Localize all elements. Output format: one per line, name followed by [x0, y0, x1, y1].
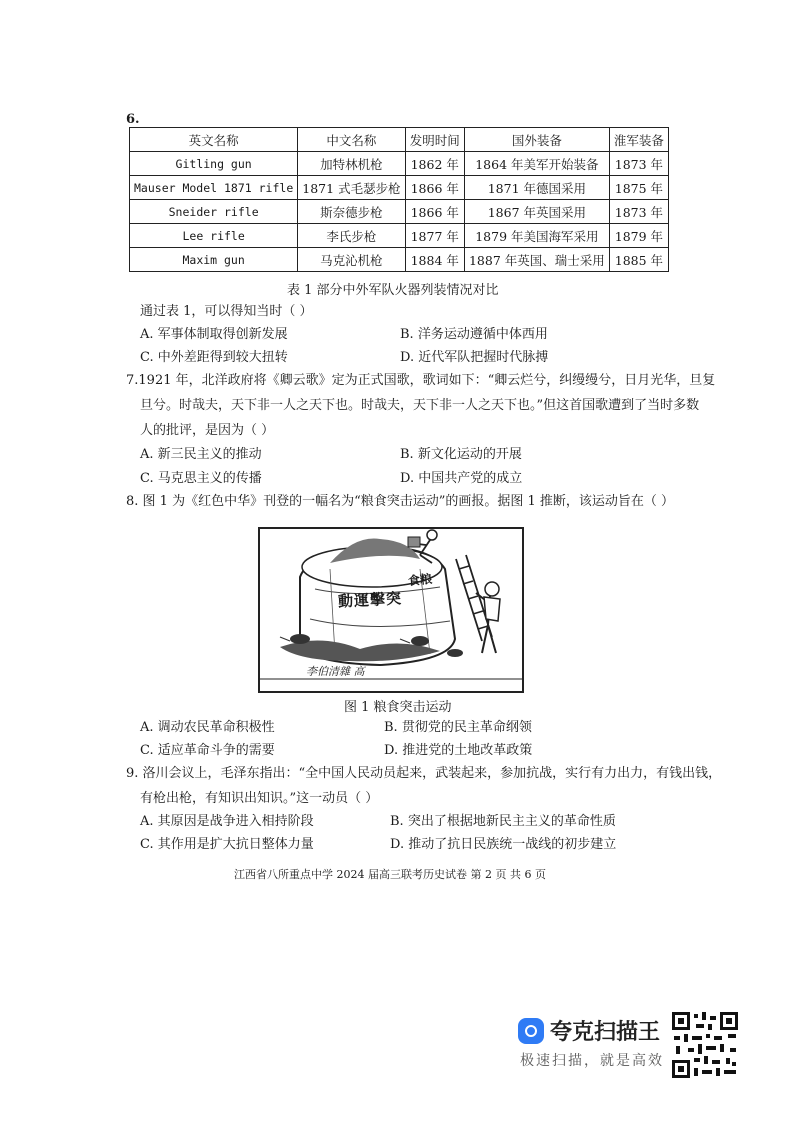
question-8-option-b[interactable]: B. 贯彻党的民主革命纲领 [384, 720, 532, 735]
question-7-option-d[interactable]: D. 中国共产党的成立 [400, 471, 523, 486]
table-row [130, 248, 669, 272]
question-8-option-c[interactable]: C. 适应革命斗争的需要 [140, 743, 275, 758]
table-row [130, 200, 669, 224]
question-9-line-2: 有枪出枪，有知识出知识。”这一动员（ ） [140, 791, 379, 806]
table-cell: 李氏步枪 [298, 224, 405, 248]
table-caption: 表 1 部分中外军队火器列装情况对比 [287, 283, 499, 298]
header-invention-time: 发明时间 [405, 128, 464, 152]
question-9-option-b[interactable]: B. 突出了根据地新民主主义的革命性质 [390, 814, 616, 829]
scanner-slogan: 极速扫描，就是高效 [520, 1053, 664, 1069]
illustration-signature: 李伯清雜 高 [306, 665, 365, 678]
question-8-stem: 8. 图 1 为《红色中华》刊登的一幅名为“粮食突击运动”的画报。据图 1 推断，该运动旨在（ ） [126, 494, 675, 509]
question-6-option-d[interactable]: D. 近代军队把握时代脉搏 [400, 350, 549, 365]
figure-caption: 图 1 粮食突击运动 [344, 700, 452, 715]
table-cell: 1873 年 [609, 152, 668, 176]
scanner-name: 夸克扫描王 [550, 1020, 661, 1045]
question-6-option-a[interactable]: A. 军事体制取得创新发展 [140, 327, 288, 342]
table-row [130, 152, 669, 176]
question-7-line-2: 旦兮。时哉夫，天下非一人之天下也。时哉夫，天下非一人之天下也。”但这首国歌遭到了当时多数 [140, 398, 700, 413]
table-cell: Lee rifle [130, 224, 298, 248]
table-cell: 斯奈德步枪 [298, 200, 405, 224]
table-cell: 1884 年 [405, 248, 464, 272]
header-huai-army-equipment: 淮军装备 [609, 128, 668, 152]
table-cell: 1877 年 [405, 224, 464, 248]
table-cell: Maxim gun [130, 248, 298, 272]
table-cell: Sneider rifle [130, 200, 298, 224]
table-cell: 1873 年 [609, 200, 668, 224]
question-6-option-c[interactable]: C. 中外差距得到较大扭转 [140, 350, 288, 365]
table-row [130, 176, 669, 200]
table-cell: 1885 年 [609, 248, 668, 272]
table-header-row [130, 128, 669, 152]
table-cell: 加特林机枪 [298, 152, 405, 176]
table-cell: 1887 年英国、瑞士采用 [464, 248, 609, 272]
table-cell: 1864 年美军开始装备 [464, 152, 609, 176]
header-english-name: 英文名称 [130, 128, 298, 152]
illustration-drawing [260, 529, 522, 691]
table-cell: 1879 年美国海军采用 [464, 224, 609, 248]
table-cell: 1862 年 [405, 152, 464, 176]
table-cell: 1867 年英国采用 [464, 200, 609, 224]
question-9-line-1: 9. 洛川会议上，毛泽东指出：“全中国人民动员起来，武装起来，参加抗战，实行有力出力，有钱出钱， [126, 766, 722, 781]
table-cell: 1871 式毛瑟步枪 [298, 176, 405, 200]
table-cell: 1875 年 [609, 176, 668, 200]
question-8-option-d[interactable]: D. 推进党的土地改革政策 [384, 743, 533, 758]
question-7-line-1: 7.1921 年，北洋政府将《卿云歌》定为正式国歌，歌词如下：“卿云烂兮，纠缦缦兮，日月光华，旦复 [126, 373, 716, 388]
table-cell: 1866 年 [405, 200, 464, 224]
question-8-option-a[interactable]: A. 调动农民革命积极性 [140, 720, 275, 735]
scanner-brand [518, 1015, 660, 1046]
question-7-option-b[interactable]: B. 新文化运动的开展 [400, 447, 522, 462]
page-footer: 江西省八所重点中学 2024 届高三联考历史试卷 第 2 页 共 6 页 [234, 868, 546, 881]
scanner-logo-icon [518, 1018, 544, 1044]
question-6-number: 6. [126, 112, 140, 127]
grain-label: 食粮 [407, 571, 433, 589]
grain-campaign-illustration [258, 527, 524, 693]
table-cell: Mauser Model 1871 rifle [130, 176, 298, 200]
table-row [130, 224, 669, 248]
campaign-slogan: 動運擊突 [337, 589, 403, 611]
question-6-option-b[interactable]: B. 洋务运动遵循中体西用 [400, 327, 548, 342]
question-7-line-3: 人的批评，是因为（ ） [140, 423, 275, 438]
table-cell: 1866 年 [405, 176, 464, 200]
qr-code-icon [670, 1010, 740, 1080]
question-9-option-c[interactable]: C. 其作用是扩大抗日整体力量 [140, 837, 314, 852]
question-6-stem: 通过表 1，可以得知当时（ ） [140, 304, 313, 319]
header-chinese-name: 中文名称 [298, 128, 405, 152]
header-foreign-equipment: 国外装备 [464, 128, 609, 152]
table-cell: Gitling gun [130, 152, 298, 176]
question-9-option-a[interactable]: A. 其原因是战争进入相持阶段 [140, 814, 314, 829]
table-cell: 1879 年 [609, 224, 668, 248]
firearms-table [129, 127, 669, 272]
table-cell: 1871 年德国采用 [464, 176, 609, 200]
question-9-option-d[interactable]: D. 推动了抗日民族统一战线的初步建立 [390, 837, 617, 852]
table-cell: 马克沁机枪 [298, 248, 405, 272]
question-7-option-a[interactable]: A. 新三民主义的推动 [140, 447, 262, 462]
question-7-option-c[interactable]: C. 马克思主义的传播 [140, 471, 262, 486]
